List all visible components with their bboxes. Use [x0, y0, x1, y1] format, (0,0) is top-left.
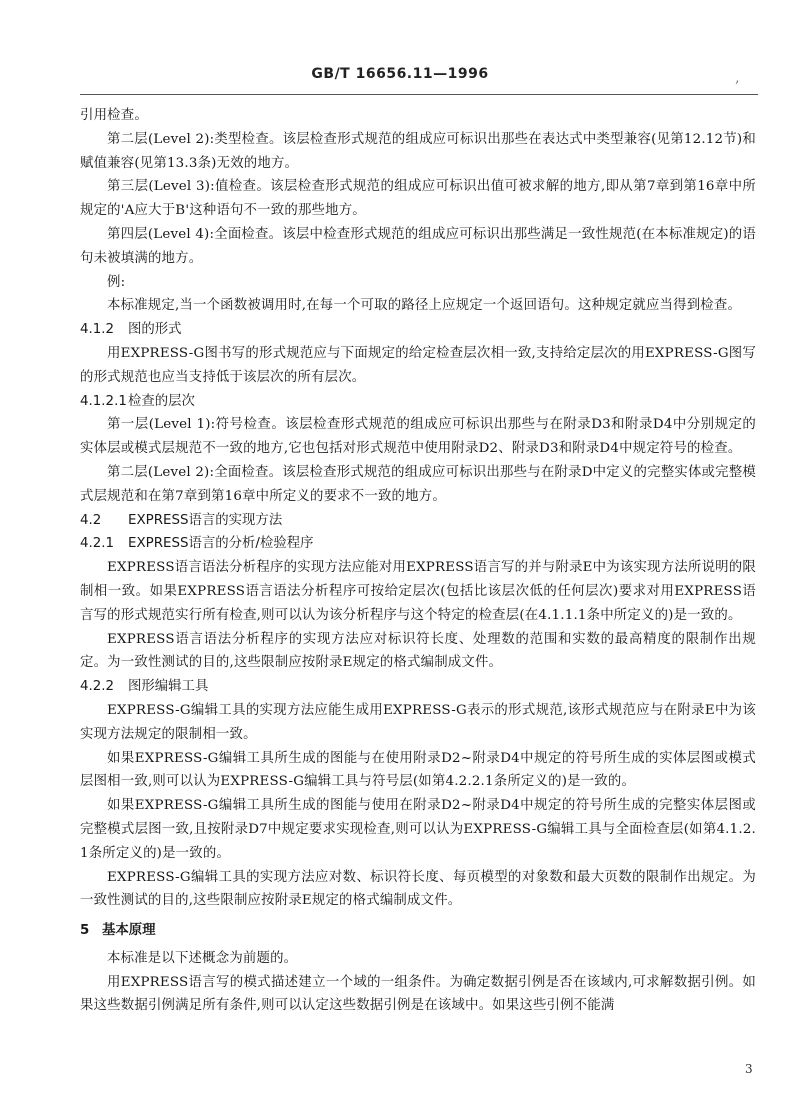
page-header-standard-number: GB/T 16656.11—1996	[311, 66, 489, 82]
paragraph: EXPRESS-G编辑工具的实现方法应能生成用EXPRESS-G表示的形式规范,该形式规范应与在附录E中为该实现方法规定的限制相一致。	[80, 702, 756, 742]
heading-number: 4.1.2.1	[80, 393, 127, 409]
heading-title: EXPRESS语言的实现方法	[128, 512, 283, 528]
heading-number: 4.2.2	[80, 679, 115, 695]
header-rule	[80, 94, 758, 95]
paragraph: 本标准规定,当一个函数被调用时,在每一个可取的路径上应规定一个返回语句。这种规定就应当得到检查。	[107, 298, 742, 314]
paragraph: 用EXPRESS语言写的模式描述建立一个域的一组条件。为确定数据引例是否在该域内,可求解数据引例。如果这些数据引例满足所有条件,则可以认定这些数据引例是在该域中。如果这些引例不能满	[80, 974, 756, 1014]
subsection-heading	[80, 675, 756, 699]
paragraph: 引用检查。	[80, 108, 148, 123]
subsection-heading	[80, 532, 756, 556]
heading-number: 4.1.2	[80, 322, 115, 338]
paragraph: 用EXPRESS-G图书写的形式规范应与下面规定的给定检查层次相一致,支持给定层次的用EXPRESS-G图写的形式规范也应当支持低于该层次的所有层次。	[80, 345, 756, 385]
heading-number: 5	[80, 923, 90, 939]
heading-title: 图的形式	[128, 322, 182, 338]
paragraph: EXPRESS语言语法分析程序的实现方法应能对用EXPRESS语言写的并与附录E中为该实现方法所说明的限制相一致。如果EXPRESS语言语法分析程序可按给定层次(包括比该层次低的任何层次)要求对用EXPRESS语言写的形式规范实行所有检查,则可以认为该分析程序与这个特定的检查层(在4.1.1.1条中所定义的)是一致的。	[80, 560, 756, 623]
heading-title: 基本原理	[102, 923, 156, 939]
paragraph: 例:	[107, 274, 126, 290]
heading-number: 4.2	[80, 512, 102, 528]
paragraph: 第三层(Level 3):值检查。该层检查形式规范的组成应可标识出值可被求解的地方,即从第7章到第16章中所规定的'A应大于B'这种语句不一致的那些地方。	[80, 179, 756, 219]
paragraph: 如果EXPRESS-G编辑工具所生成的图能与使用在附录D2~附录D4中规定的符号所生成的完整实体层图或完整模式层图一致,且按附录D7中规定要求实现检查,则可以认为EXPRESS-G编辑工具与全面检查层(如第4.1.2.1条所定义的)是一致的。	[80, 798, 756, 861]
paragraph: 第四层(Level 4):全面检查。该层中检查形式规范的组成应可标识出那些满足一致性规范(在本标准规定)的语句未被填满的地方。	[80, 226, 756, 266]
heading-title: 检查的层次	[128, 393, 195, 409]
section-heading	[80, 919, 756, 943]
page-number: 3	[745, 1062, 753, 1076]
paragraph: 第二层(Level 2):全面检查。该层检查形式规范的组成应可标识出那些与在附录D中定义的完整实体或完整模式层规范和在第7章到第16章中所定义的要求不一致的地方。	[80, 464, 756, 504]
heading-number: 4.2.1	[80, 536, 115, 552]
paragraph: 第二层(Level 2):类型检查。该层检查形式规范的组成应可标识出那些在表达式中类型兼容(见第12.12节)和赋值兼容(见第13.3条)无效的地方。	[80, 131, 756, 171]
paragraph: 如果EXPRESS-G编辑工具所生成的图能与在使用附录D2~附录D4中规定的符号所生成的实体层图或模式层图相一致,则可以认为EXPRESS-G编辑工具与符号层(如第4.2.2.1条所定义的)是一致的。	[80, 750, 756, 790]
heading-title: EXPRESS语言的分析/检验程序	[128, 536, 314, 552]
subsection-heading	[80, 390, 756, 414]
heading-title: 图形编辑工具	[128, 679, 209, 695]
subsection-heading	[80, 509, 756, 533]
margin-mark: ‚	[735, 70, 740, 86]
paragraph: 第一层(Level 1):符号检查。该层检查形式规范的组成应可标识出那些与在附录D3和附录D4中分别规定的实体层或模式层规范不一致的地方,它也包括对形式规范中使用附录D2、附录D3和附录D4中规定符号的检查。	[80, 417, 756, 457]
paragraph: EXPRESS语言语法分析程序的实现方法应对标识符长度、处理数的范围和实数的最高精度的限制作出规定。为一致性测试的目的,这些限制应按附录E规定的格式编制成文件。	[80, 631, 756, 671]
subsection-heading	[80, 318, 756, 342]
paragraph: 本标准是以下述概念为前题的。	[107, 950, 298, 966]
document-body	[80, 104, 756, 1018]
paragraph: EXPRESS-G编辑工具的实现方法应对数、标识符长度、每页模型的对象数和最大页数的限制作出规定。为一致性测试的目的,这些限制应按附录E规定的格式编制成文件。	[80, 869, 756, 909]
